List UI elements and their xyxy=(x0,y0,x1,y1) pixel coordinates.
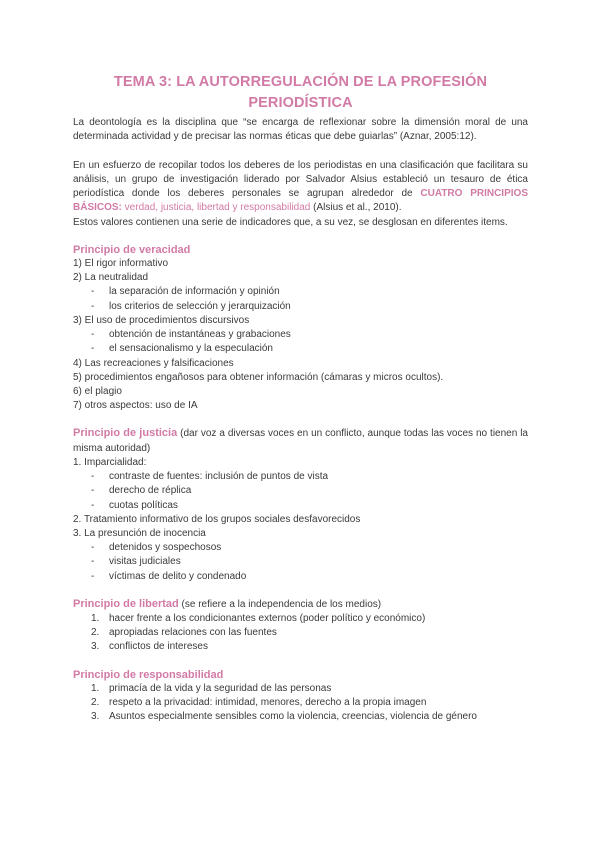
item-number: 1. xyxy=(91,682,100,694)
list-item: 3) El uso de procedimientos discursivos xyxy=(73,314,250,326)
numbered-item xyxy=(73,626,528,640)
list-item: 5) procedimientos engañosos para obtener información (cámaras y micros ocultos). xyxy=(73,371,444,383)
section-responsabilidad xyxy=(73,668,528,725)
sub-list-item: - derecho de réplica xyxy=(73,484,528,498)
heading-responsabilidad: Principio de responsabilidad xyxy=(73,668,224,681)
sub-list-item: - el sensacionalismo y la especulación xyxy=(73,342,528,356)
list-item: 2. Tratamiento informativo de los grupos sociales desfavorecidos xyxy=(73,513,361,525)
item-text: respeto a la privacidad: intimidad, menores, derecho a la propia imagen xyxy=(109,696,427,708)
numbered-item xyxy=(73,696,528,710)
list-item: 7) otros aspectos: uso de IA xyxy=(73,400,198,412)
intro-paragraph-2 xyxy=(73,159,528,216)
item-number: 3. xyxy=(91,710,100,722)
numbered-item xyxy=(73,710,528,724)
heading-veracidad: Principio de veracidad xyxy=(73,244,191,257)
item-number: 3. xyxy=(91,641,100,653)
list-item: 1. Imparcialidad: xyxy=(73,456,147,468)
intro-paragraph-3: Estos valores contienen una serie de indicadores que, a su vez, se desglosan en diferentes items. xyxy=(73,216,508,228)
item-number: 2. xyxy=(91,696,100,708)
numbered-item xyxy=(73,640,528,654)
intro-p2-text: En un esfuerzo de recopilar todos los deberes de los periodistas en una clasificación que facilitara su análisis, un grupo de investigación liderado por Salvador Alsius estableció un tesauro de ética periodística donde los deberes personales se agrupan alrededor de xyxy=(73,159,528,200)
document-page xyxy=(73,72,528,724)
list-item: 1) El rigor informativo xyxy=(73,258,169,270)
sub-list-item: - cuotas políticas xyxy=(73,499,528,513)
sub-list-item: - detenidos y sospechosos xyxy=(73,541,528,555)
item-text: conflictos de intereses xyxy=(109,641,208,653)
item-text: hacer frente a los condicionantes externos (poder político y económico) xyxy=(109,612,426,624)
page-title: TEMA 3: LA AUTORREGULACIÓN DE LA PROFESIÓN PERIODÍSTICA xyxy=(113,74,488,111)
heading-justicia: Principio de justicia xyxy=(73,427,178,440)
numbered-item xyxy=(73,612,528,626)
item-text: Asuntos especialmente sensibles como la violencia, creencias, violencia de género xyxy=(109,710,477,722)
heading-libertad-line xyxy=(73,597,528,612)
sub-list-item: - víctimas de delito y condenado xyxy=(73,570,528,584)
intro-p2-citation: (Alsius et al., 2010). xyxy=(310,202,402,214)
intro-paragraph-1: La deontología es la disciplina que “se encarga de reflexionar sobre la dimensión moral de una determinada actividad y de precisar las normas éticas que debe guiarlas” (Aznar, 2005:12). xyxy=(73,117,528,143)
sub-list-item: - la separación de información y opinión xyxy=(73,285,528,299)
section-libertad xyxy=(73,597,528,655)
heading-justicia-line xyxy=(73,426,528,456)
section-justicia xyxy=(73,426,528,583)
justicia-note: (dar voz a diversas voces en un conflicto, aunque todas las voces no tienen la misma autoridad) xyxy=(73,428,528,454)
sub-list-item: - obtención de instantáneas y grabaciones xyxy=(73,328,528,342)
list-item: 6) el plagio xyxy=(73,385,122,397)
heading-libertad: Principio de libertad xyxy=(73,597,179,610)
item-number: 1. xyxy=(91,612,100,624)
numbered-item xyxy=(73,682,528,696)
principles-list: verdad, justicia, libertad y responsabilidad xyxy=(121,202,311,214)
libertad-note: (se refiere a la independencia de los medios) xyxy=(178,598,382,610)
list-item: 4) Las recreaciones y falsificaciones xyxy=(73,357,234,369)
section-veracidad xyxy=(73,243,528,413)
principles-label: CUATRO PRINCIPIOS BÁSICOS: xyxy=(73,188,528,214)
sub-list-item: - visitas judiciales xyxy=(73,555,528,569)
item-text: apropiadas relaciones con las fuentes xyxy=(109,627,277,639)
sub-list-item: - los criterios de selección y jerarquización xyxy=(73,300,528,314)
list-item: 3. La presunción de inocencia xyxy=(73,527,206,539)
item-text: primacía de la vida y la seguridad de las personas xyxy=(109,682,332,694)
sub-list-item: - contraste de fuentes: inclusión de puntos de vista xyxy=(73,470,528,484)
item-number: 2. xyxy=(91,627,100,639)
list-item: 2) La neutralidad xyxy=(73,272,149,284)
